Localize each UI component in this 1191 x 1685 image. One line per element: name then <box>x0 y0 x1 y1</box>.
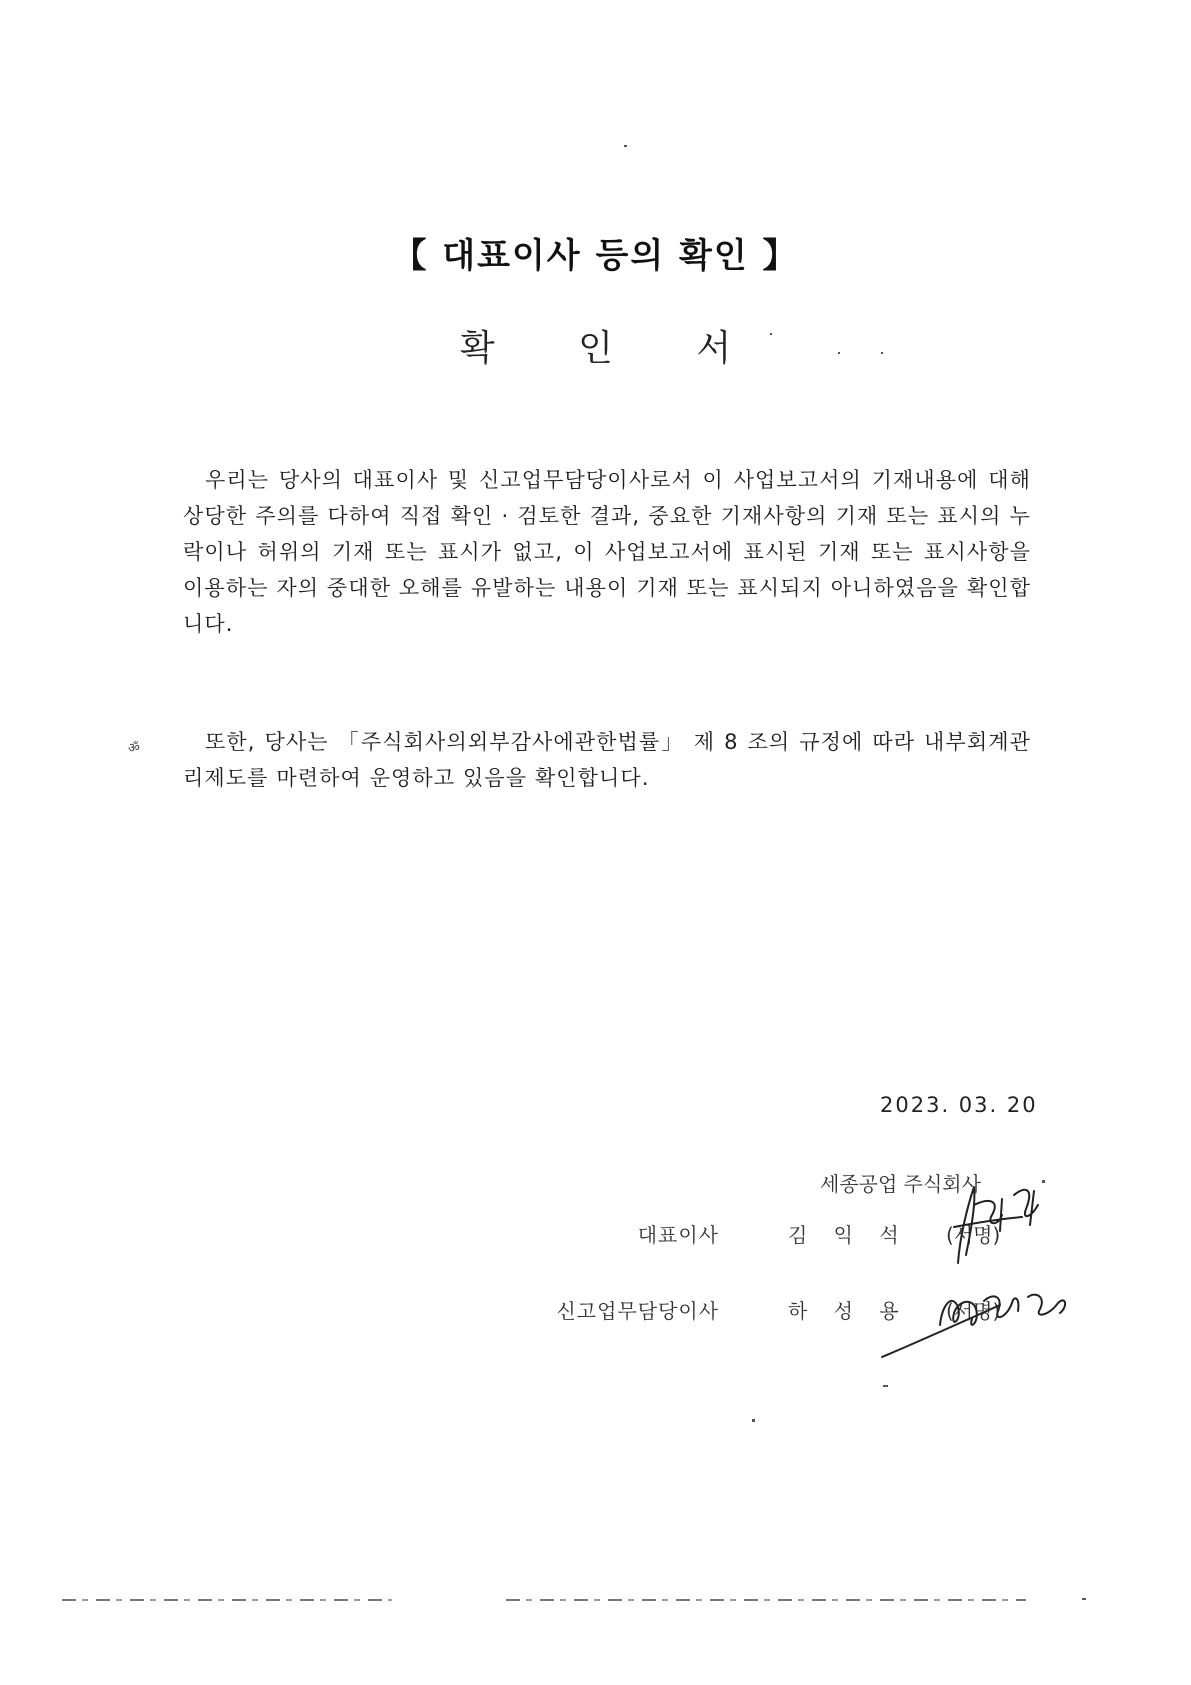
director-signature-icon <box>880 1275 1070 1360</box>
scan-speck <box>883 1385 888 1387</box>
paragraph-text: 우리는 당사의 대표이사 및 신고업무담당이사로서 이 사업보고서의 기재내용에 대해 상당한 주의를 다하여 직접 확인 · 검토한 결과, 중요한 기재사항의 기재 또는 표시의 누락이나 허위의 기재 또는 표시가 없고, 이 사업보고서에 표시된 기재 또는 표시사항을 이용하는 자의 중대한 오해를 유발하는 내용이 기재 또는 표시되지 아니하였음을 확인합니다. <box>183 468 1031 636</box>
ceo-signature-icon <box>930 1175 1045 1270</box>
scan-speck <box>1082 1598 1086 1600</box>
paragraph-text: 또한, 당사는 「주식회사의외부감사에관한법률」 제 8 조의 규정에 따라 내부회계관리제도를 마련하여 운영하고 있음을 확인합니다. <box>183 730 1031 790</box>
signatory-role: 대표이사 <box>637 1223 719 1247</box>
document-subheading: 확 인 서 <box>459 328 768 369</box>
scan-artifact <box>62 1599 392 1601</box>
signatory-role: 신고업무담당이사 <box>556 1299 719 1323</box>
margin-mark: ॐ <box>128 741 140 756</box>
confirmation-paragraph <box>183 462 1031 642</box>
signatory-name: 하 성 용 <box>788 1299 909 1323</box>
signatory-name: 김 익 석 <box>788 1223 909 1247</box>
document-heading: 【 대표이사 등의 확인 】 <box>392 236 799 276</box>
scan-speck <box>624 145 627 147</box>
scan-artifact <box>506 1599 1026 1601</box>
seal-label: (서명) <box>946 1299 1001 1323</box>
seal-label: (서명) <box>946 1223 1001 1247</box>
internal-control-paragraph <box>183 724 1031 796</box>
company-name: 세종공업 주식회사 <box>820 1172 981 1196</box>
document-date: 2023. 03. 20 <box>880 1093 1038 1117</box>
scan-speck <box>752 1419 755 1422</box>
